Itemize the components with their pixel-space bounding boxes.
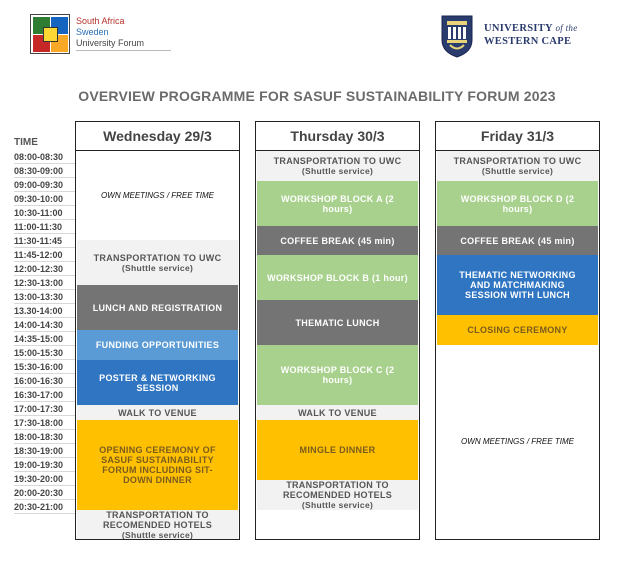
time-slot: 16:00-16:30 <box>14 374 76 388</box>
time-slot: 10:30-11:00 <box>14 206 76 220</box>
sasuf-logo-text <box>76 16 144 49</box>
uwc-line-2: WESTERN CAPE <box>484 36 572 47</box>
thu-transport-uwc-label: TRANSPORTATION TO UWC <box>273 156 402 166</box>
sasuf-line-1: South Africa <box>76 16 125 26</box>
time-slot: 15:00-15:30 <box>14 346 76 360</box>
wed-lunch-registration: LUNCH AND REGISTRATION <box>77 285 238 330</box>
time-slot: 13.30-14:00 <box>14 304 76 318</box>
wed-poster-networking: POSTER & NETWORKING SESSION <box>77 360 238 405</box>
time-slot: 14:35-15:00 <box>14 332 76 346</box>
sasuf-logo <box>30 14 155 54</box>
uwc-crest-icon <box>440 14 474 58</box>
thu-workshop-c: WORKSHOP BLOCK C (2 hours) <box>257 345 418 405</box>
time-slot: 20:00-20:30 <box>14 486 76 500</box>
time-slot: 16:30-17:00 <box>14 388 76 402</box>
time-slot: 18:00-18:30 <box>14 430 76 444</box>
fri-transport-uwc-sub: (Shuttle service) <box>481 166 554 176</box>
time-slot: 11:45-12:00 <box>14 248 76 262</box>
time-slot: 15:30-16:00 <box>14 360 76 374</box>
thu-transport-uwc-sub: (Shuttle service) <box>301 166 374 176</box>
wed-transport-uwc-sub: (Shuttle service) <box>121 262 194 273</box>
thu-transport-hotels-sub: (Shuttle service) <box>301 500 374 510</box>
time-slot: 12:30-13:00 <box>14 276 76 290</box>
sasuf-logo-mark <box>30 14 70 54</box>
time-slot: 14:00-14:30 <box>14 318 76 332</box>
uwc-of-the: of the <box>555 23 578 33</box>
wed-transport-uwc-label: TRANSPORTATION TO UWC <box>93 252 222 263</box>
wed-funding-opportunities: FUNDING OPPORTUNITIES <box>77 330 238 360</box>
wed-walk-to-venue: WALK TO VENUE <box>77 405 238 420</box>
thu-transport-hotels-label: TRANSPORTATION TO RECOMENDED HOTELS <box>282 480 393 500</box>
fri-coffee-break: COFFEE BREAK (45 min) <box>437 226 598 255</box>
time-slot: 09:30-10:00 <box>14 192 76 206</box>
time-slot: 08:00-08:30 <box>14 150 76 164</box>
time-slot: 08:30-09:00 <box>14 164 76 178</box>
time-slot: 17:00-17:30 <box>14 402 76 416</box>
time-header: TIME <box>14 137 38 148</box>
thursday-header: Thursday 30/3 <box>255 121 420 151</box>
time-slot: 19:00-19:30 <box>14 458 76 472</box>
wed-transport-hotels <box>77 510 238 539</box>
thu-transport-uwc <box>257 151 418 181</box>
friday-header: Friday 31/3 <box>435 121 600 151</box>
thu-thematic-lunch: THEMATIC LUNCH <box>257 300 418 345</box>
time-slot: 17:30-18:00 <box>14 416 76 430</box>
fri-own-meetings: OWN MEETINGS / FREE TIME <box>437 345 598 539</box>
time-slot: 11:00-11:30 <box>14 220 76 234</box>
time-slot: 18:30-19:00 <box>14 444 76 458</box>
fri-workshop-d: WORKSHOP BLOCK D (2 hours) <box>437 181 598 226</box>
sasuf-line-3: University Forum <box>76 38 145 48</box>
wed-own-meetings: OWN MEETINGS / FREE TIME <box>77 151 238 240</box>
wed-transport-hotels-sub: (Shuttle service) <box>121 529 194 539</box>
time-slot: 12:00-12:30 <box>14 262 76 276</box>
wed-opening-ceremony: OPENING CEREMONY OF SASUF SUSTAINABILITY FORUM INCLUDING SIT-DOWN DINNER <box>77 420 238 510</box>
thu-coffee-break: COFFEE BREAK (45 min) <box>257 226 418 255</box>
time-slot: 11:30-11:45 <box>14 234 76 248</box>
sasuf-divider <box>76 50 171 51</box>
fri-transport-uwc <box>437 151 598 181</box>
thu-mingle-dinner: MINGLE DINNER <box>257 420 418 480</box>
thu-walk-to-venue: WALK TO VENUE <box>257 405 418 420</box>
thu-workshop-b: WORKSHOP BLOCK B (1 hour) <box>257 255 418 300</box>
thu-workshop-a: WORKSHOP BLOCK A (2 hours) <box>257 181 418 226</box>
time-slot: 13:00-13:30 <box>14 290 76 304</box>
fri-thematic-networking: THEMATIC NETWORKING AND MATCHMAKING SESSION WITH LUNCH <box>437 255 598 315</box>
fri-closing-ceremony: CLOSING CEREMONY <box>437 315 598 345</box>
wed-transport-uwc <box>77 240 238 285</box>
uwc-logo <box>440 14 600 62</box>
time-slot: 09:00-09:30 <box>14 178 76 192</box>
time-slot: 20:30-21:00 <box>14 500 76 514</box>
thu-transport-hotels <box>257 480 418 510</box>
uwc-line-1: UNIVERSITY <box>484 23 553 34</box>
uwc-logo-text <box>484 22 578 48</box>
page-title: OVERVIEW PROGRAMME FOR SASUF SUSTAINABILITY FORUM 2023 <box>78 88 556 104</box>
wed-transport-hotels-label: TRANSPORTATION TO RECOMENDED HOTELS <box>102 510 213 530</box>
wednesday-header: Wednesday 29/3 <box>75 121 240 151</box>
sasuf-line-2: Sweden <box>76 27 109 37</box>
time-slot: 19:30-20:00 <box>14 472 76 486</box>
fri-transport-uwc-label: TRANSPORTATION TO UWC <box>453 156 582 166</box>
